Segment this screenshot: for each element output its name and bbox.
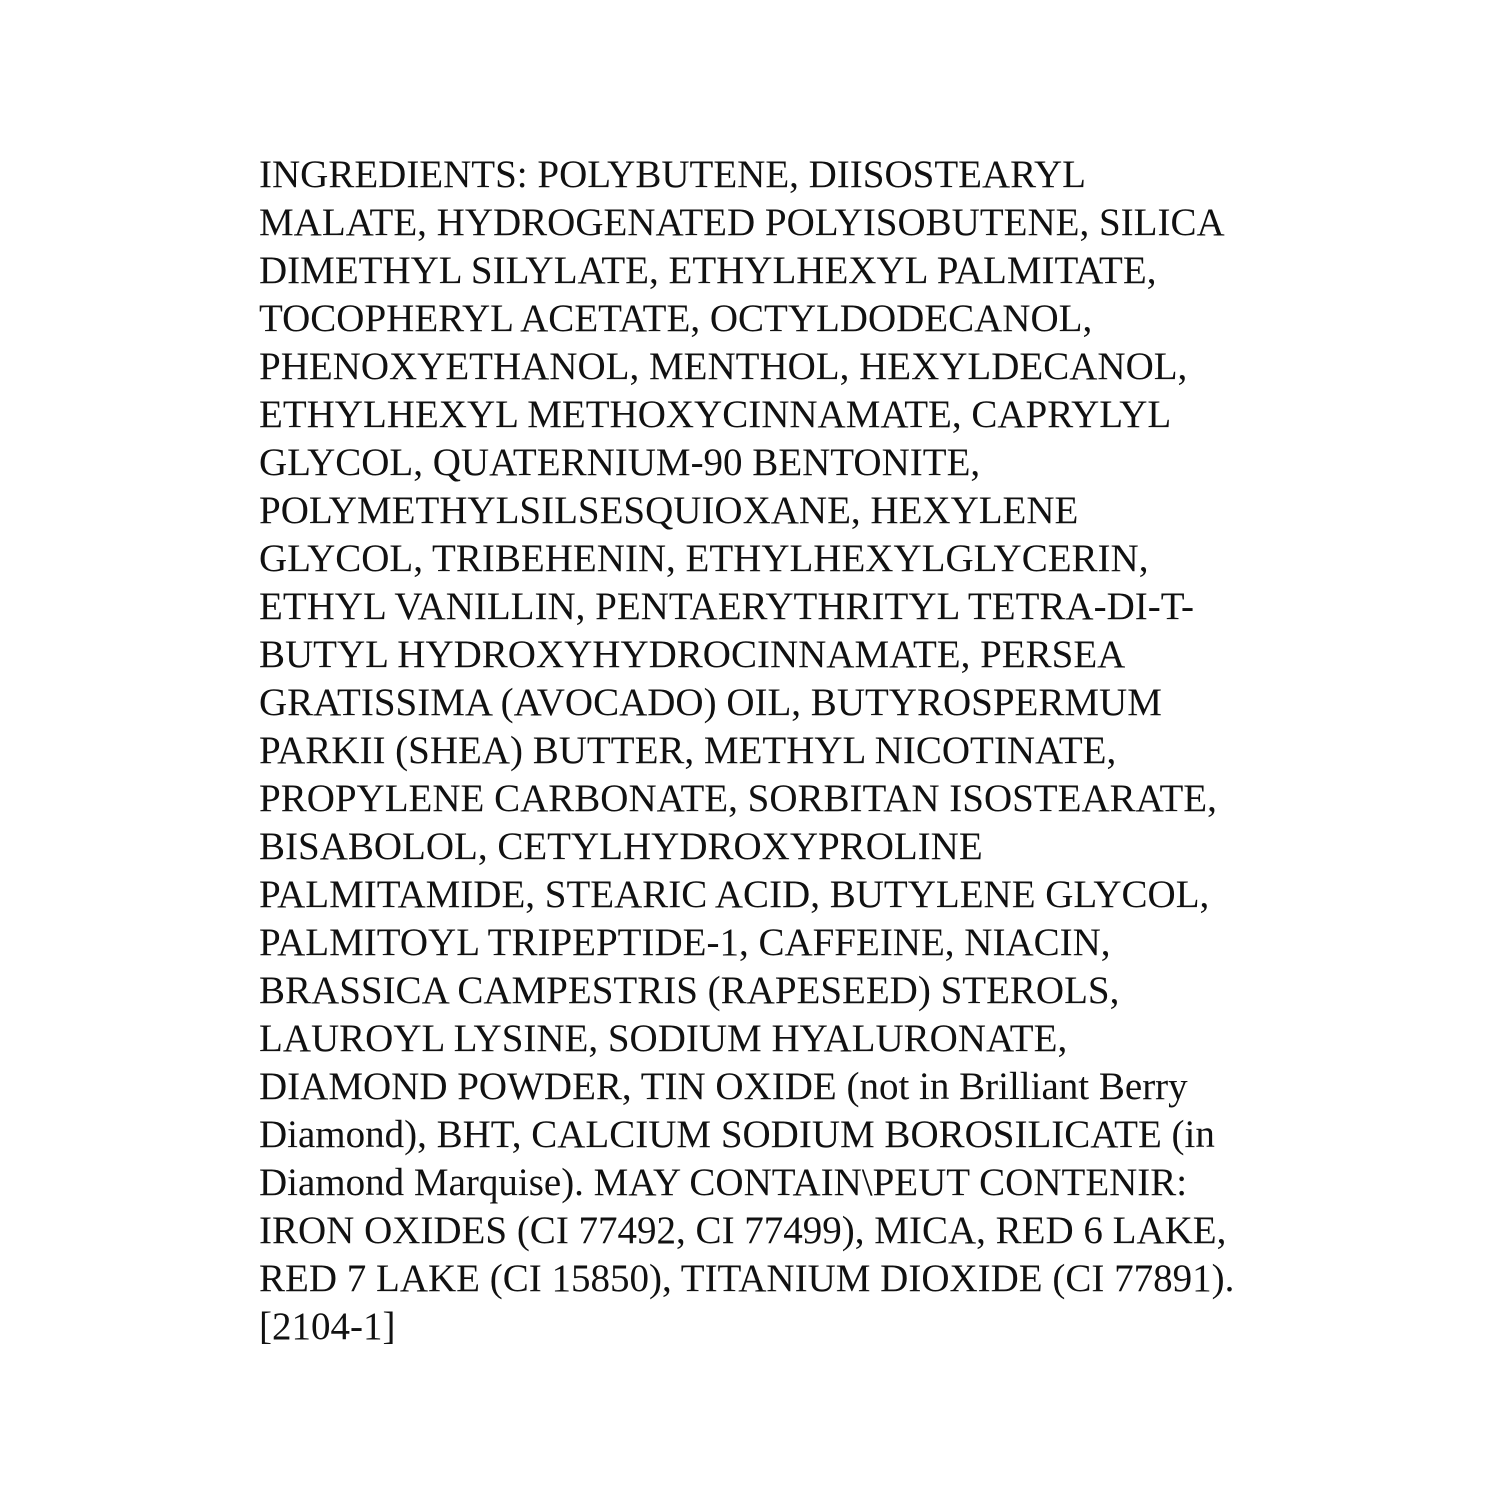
ingredients-line: DIAMOND POWDER, TIN OXIDE (not in Brilliant Berry <box>259 1065 1188 1108</box>
batch-code: [2104-1] <box>259 1305 396 1348</box>
ingredients-line: LAUROYL LYSINE, SODIUM HYALURONATE, <box>259 1017 1068 1060</box>
ingredients-line: ETHYL VANILLIN, PENTAERYTHRITYL TETRA-DI-T- <box>259 585 1194 628</box>
ingredients-line: GLYCOL, TRIBEHENIN, ETHYLHEXYLGLYCERIN, <box>259 537 1149 580</box>
ingredients-line: PHENOXYETHANOL, MENTHOL, HEXYLDECANOL, <box>259 345 1188 388</box>
ingredients-line: MALATE, HYDROGENATED POLYISOBUTENE, SILICA <box>259 201 1225 244</box>
ingredients-list <box>259 151 1319 1351</box>
ingredients-line: BISABOLOL, CETYLHYDROXYPROLINE <box>259 825 983 868</box>
ingredients-line: DIMETHYL SILYLATE, ETHYLHEXYL PALMITATE, <box>259 249 1157 292</box>
ingredients-line: Diamond Marquise). MAY CONTAIN\PEUT CONTENIR: <box>259 1161 1188 1204</box>
ingredients-line: PARKII (SHEA) BUTTER, METHYL NICOTINATE, <box>259 729 1117 772</box>
ingredients-line: PALMITAMIDE, STEARIC ACID, BUTYLENE GLYCOL, <box>259 873 1210 916</box>
ingredients-line: ETHYLHEXYL METHOXYCINNAMATE, CAPRYLYL <box>259 393 1172 436</box>
ingredients-line: TOCOPHERYL ACETATE, OCTYLDODECANOL, <box>259 297 1093 340</box>
ingredients-line: Diamond), BHT, CALCIUM SODIUM BOROSILICATE (in <box>259 1113 1215 1156</box>
ingredients-line: BRASSICA CAMPESTRIS (RAPESEED) STEROLS, <box>259 969 1120 1012</box>
ingredients-line: GRATISSIMA (AVOCADO) OIL, BUTYROSPERMUM <box>259 681 1162 724</box>
ingredients-line: POLYMETHYLSILSESQUIOXANE, HEXYLENE <box>259 489 1079 532</box>
ingredients-line: PALMITOYL TRIPEPTIDE-1, CAFFEINE, NIACIN, <box>259 921 1111 964</box>
ingredients-line: RED 7 LAKE (CI 15850), TITANIUM DIOXIDE (CI 77891). <box>259 1257 1235 1300</box>
ingredients-line: BUTYL HYDROXYHYDROCINNAMATE, PERSEA <box>259 633 1126 676</box>
ingredients-line: PROPYLENE CARBONATE, SORBITAN ISOSTEARATE, <box>259 777 1217 820</box>
ingredients-line: IRON OXIDES (CI 77492, CI 77499), MICA, RED 6 LAKE, <box>259 1209 1227 1252</box>
ingredients-line: INGREDIENTS: POLYBUTENE, DIISOSTEARYL <box>259 153 1086 196</box>
ingredients-line: GLYCOL, QUATERNIUM-90 BENTONITE, <box>259 441 981 484</box>
